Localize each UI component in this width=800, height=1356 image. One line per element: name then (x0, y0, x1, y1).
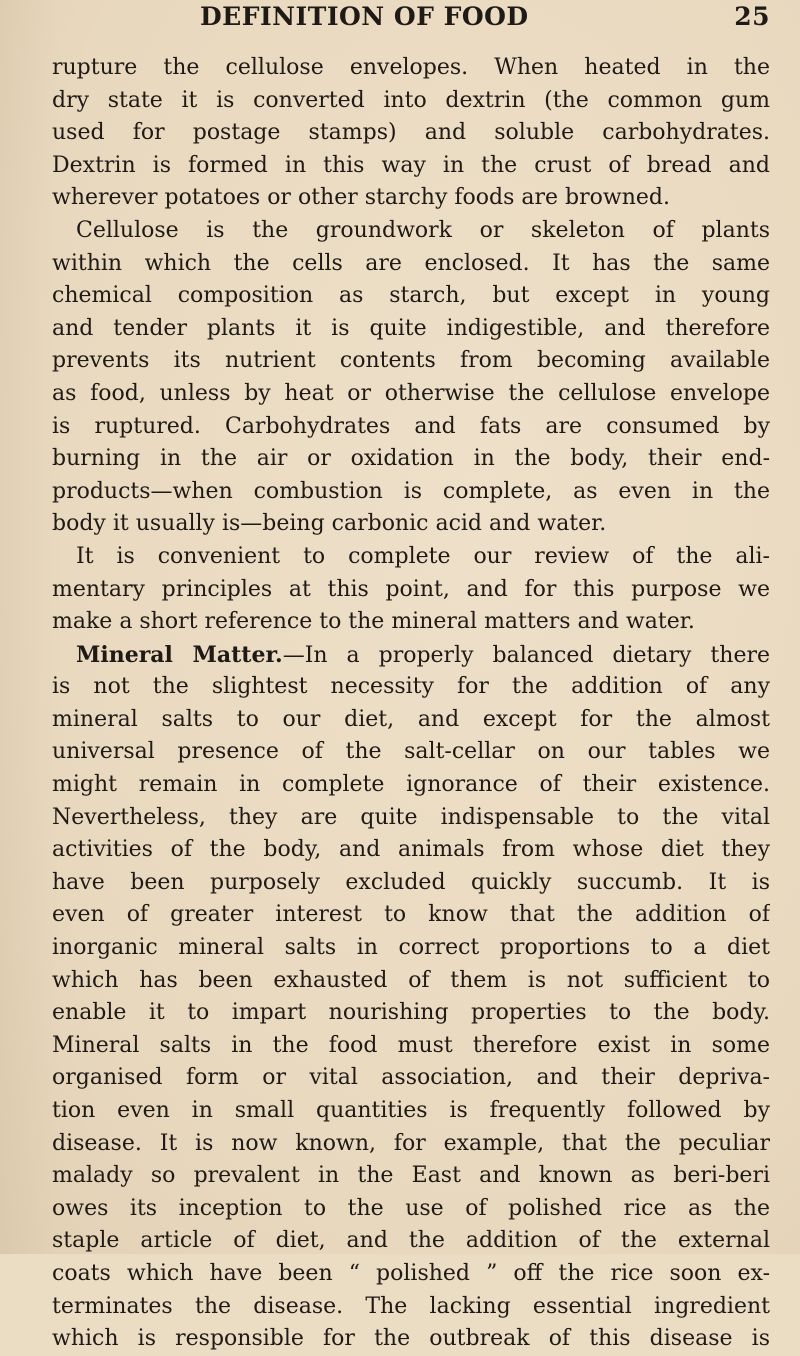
text-line: mineral salts to our diet, and except for the almost (52, 706, 770, 732)
page-header (200, 2, 770, 38)
text-line: tion even in small quantities is frequently followed by (52, 1098, 770, 1123)
text-line: which has been exhausted of them is not sufficient to (52, 967, 770, 993)
section-heading-continuation: —In a properly balanced dietary there (282, 642, 770, 668)
text-line: burning in the air or oxidation in the body, their end- (52, 446, 770, 472)
text-line: staple article of diet, and the addition of the external (52, 1228, 770, 1254)
text-line: dry state it is converted into dextrin (the common gum (52, 87, 770, 113)
text-line: rupture the cellulose envelopes. When heated in the (52, 55, 770, 80)
running-title: DEFINITION OF FOOD (200, 2, 529, 31)
text-line: Nevertheless, they are quite indispensable to the vital (52, 804, 770, 830)
text-line: inorganic mineral salts in correct proportions to a diet (52, 935, 770, 961)
text-line: products—when combustion is complete, as even in the (52, 478, 770, 504)
text-line: and tender plants it is quite indigestible, and therefore (52, 315, 770, 341)
text-line: activities of the body, and animals from whose diet they (52, 837, 770, 863)
text-line: malady so prevalent in the East and known as beri-beri (52, 1163, 770, 1189)
text-line: which is responsible for the outbreak of this disease is (52, 1326, 770, 1352)
text-line: Dextrin is formed in this way in the crust of bread and (52, 152, 770, 178)
text-line: is ruptured. Carbohydrates and fats are consumed by (52, 413, 770, 439)
text-line: make a short reference to the mineral matters and water. (52, 609, 695, 635)
text-line: mentary principles at this point, and for this purpose we (52, 576, 770, 602)
text-line: have been purposely excluded quickly succumb. It is (52, 869, 770, 895)
text-line: owes its inception to the use of polished rice as the (52, 1195, 770, 1221)
text-line: is not the slightest necessity for the addition of any (52, 674, 770, 700)
text-line: universal presence of the salt-cellar on our tables we (52, 739, 770, 765)
text-line: terminates the disease. The lacking essential ingredient (52, 1293, 770, 1319)
text-line: organised form or vital association, and their depriva- (52, 1065, 770, 1091)
text-line: disease. It is now known, for example, that the peculiar (52, 1130, 770, 1156)
text-line: chemical composition as starch, but except in young (52, 283, 770, 309)
page-number: 25 (734, 2, 770, 31)
text-line: might remain in complete ignorance of their existence. (52, 772, 770, 798)
text-line: enable it to impart nourishing properties to the body. (52, 1000, 770, 1026)
text-line: Cellulose is the groundwork or skeleton of plants (76, 217, 770, 243)
text-line: prevents its nutrient contents from becoming available (52, 348, 770, 374)
text-line: even of greater interest to know that the addition of (52, 902, 770, 928)
text-line: within which the cells are enclosed. It has the same (52, 250, 770, 276)
text-line: It is convenient to complete our review of the ali- (76, 543, 770, 569)
section-heading: Mineral Matter. (76, 641, 283, 668)
text-line: body it usually is—being carbonic acid and water. (52, 511, 607, 537)
text-line: wherever potatoes or other starchy foods are browned. (52, 185, 670, 211)
body-text (52, 52, 770, 1356)
text-line (52, 639, 770, 672)
text-line: as food, unless by heat or otherwise the cellulose envelope (52, 380, 770, 406)
text-line: Mineral salts in the food must therefore exist in some (52, 1032, 770, 1058)
text-line: coats which have been “ polished ” off the rice soon ex- (52, 1260, 770, 1286)
text-line: used for postage stamps) and soluble carbohydrates. (52, 120, 770, 146)
